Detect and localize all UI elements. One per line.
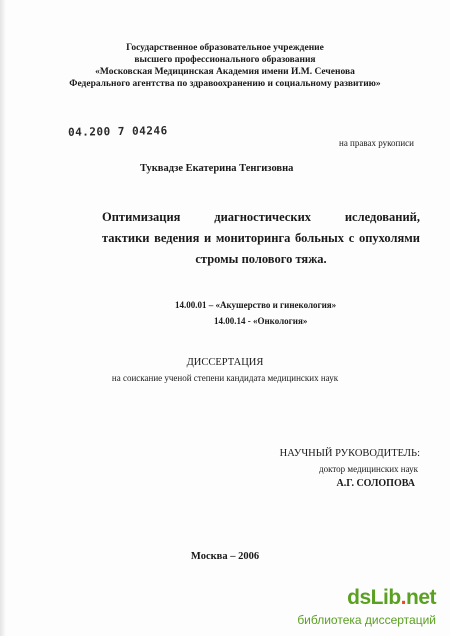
specialty-code: 14.00.14 - «Онкология» <box>214 316 308 326</box>
watermark-subtitle: библиотека диссертаций <box>297 613 436 627</box>
institution-header <box>0 42 450 90</box>
supervisor-name: А.Г. СОЛОПОВА <box>336 478 415 489</box>
header-line: высшего профессионального образования <box>134 55 316 65</box>
dissertation-label: ДИССЕРТАЦИЯ <box>186 357 264 368</box>
title-line: тактики ведения и мониторинга больных с опухолями <box>102 231 420 245</box>
supervisor-degree: доктор медицинских наук <box>319 464 418 474</box>
title-line: Оптимизация диагностических иследований, <box>102 210 420 224</box>
logo-tld: net <box>406 586 436 609</box>
binding-shadow <box>0 0 6 636</box>
dissertation-title <box>102 207 420 270</box>
city-year: Москва – 2006 <box>190 551 260 562</box>
logo-dot: . <box>400 586 406 609</box>
header-line: «Московская Медицинская Академия имени И.М. Сеченова <box>95 67 355 77</box>
author-name: Туквадзе Екатерина Тенгизовна <box>140 163 294 174</box>
specialty-code: 14.00.01 – «Акушерство и гинекология» <box>175 300 337 310</box>
dslib-logo <box>347 586 436 610</box>
title-line: стромы полового тяжа. <box>195 252 327 266</box>
logo-main: dsLib <box>347 586 401 609</box>
header-line: Федерального агентства по здравоохранению и социальному развитию» <box>69 79 381 89</box>
degree-description: на соискание ученой степени кандидата медицинских наук <box>111 373 339 383</box>
supervisor-label: НАУЧНЫЙ РУКОВОДИТЕЛЬ: <box>279 448 420 459</box>
manuscript-rights-note: на правах рукописи <box>339 138 414 148</box>
header-line: Государственное образовательное учреждение <box>126 43 324 53</box>
handwritten-stamp-number: 04.200 7 04246 <box>67 124 168 139</box>
